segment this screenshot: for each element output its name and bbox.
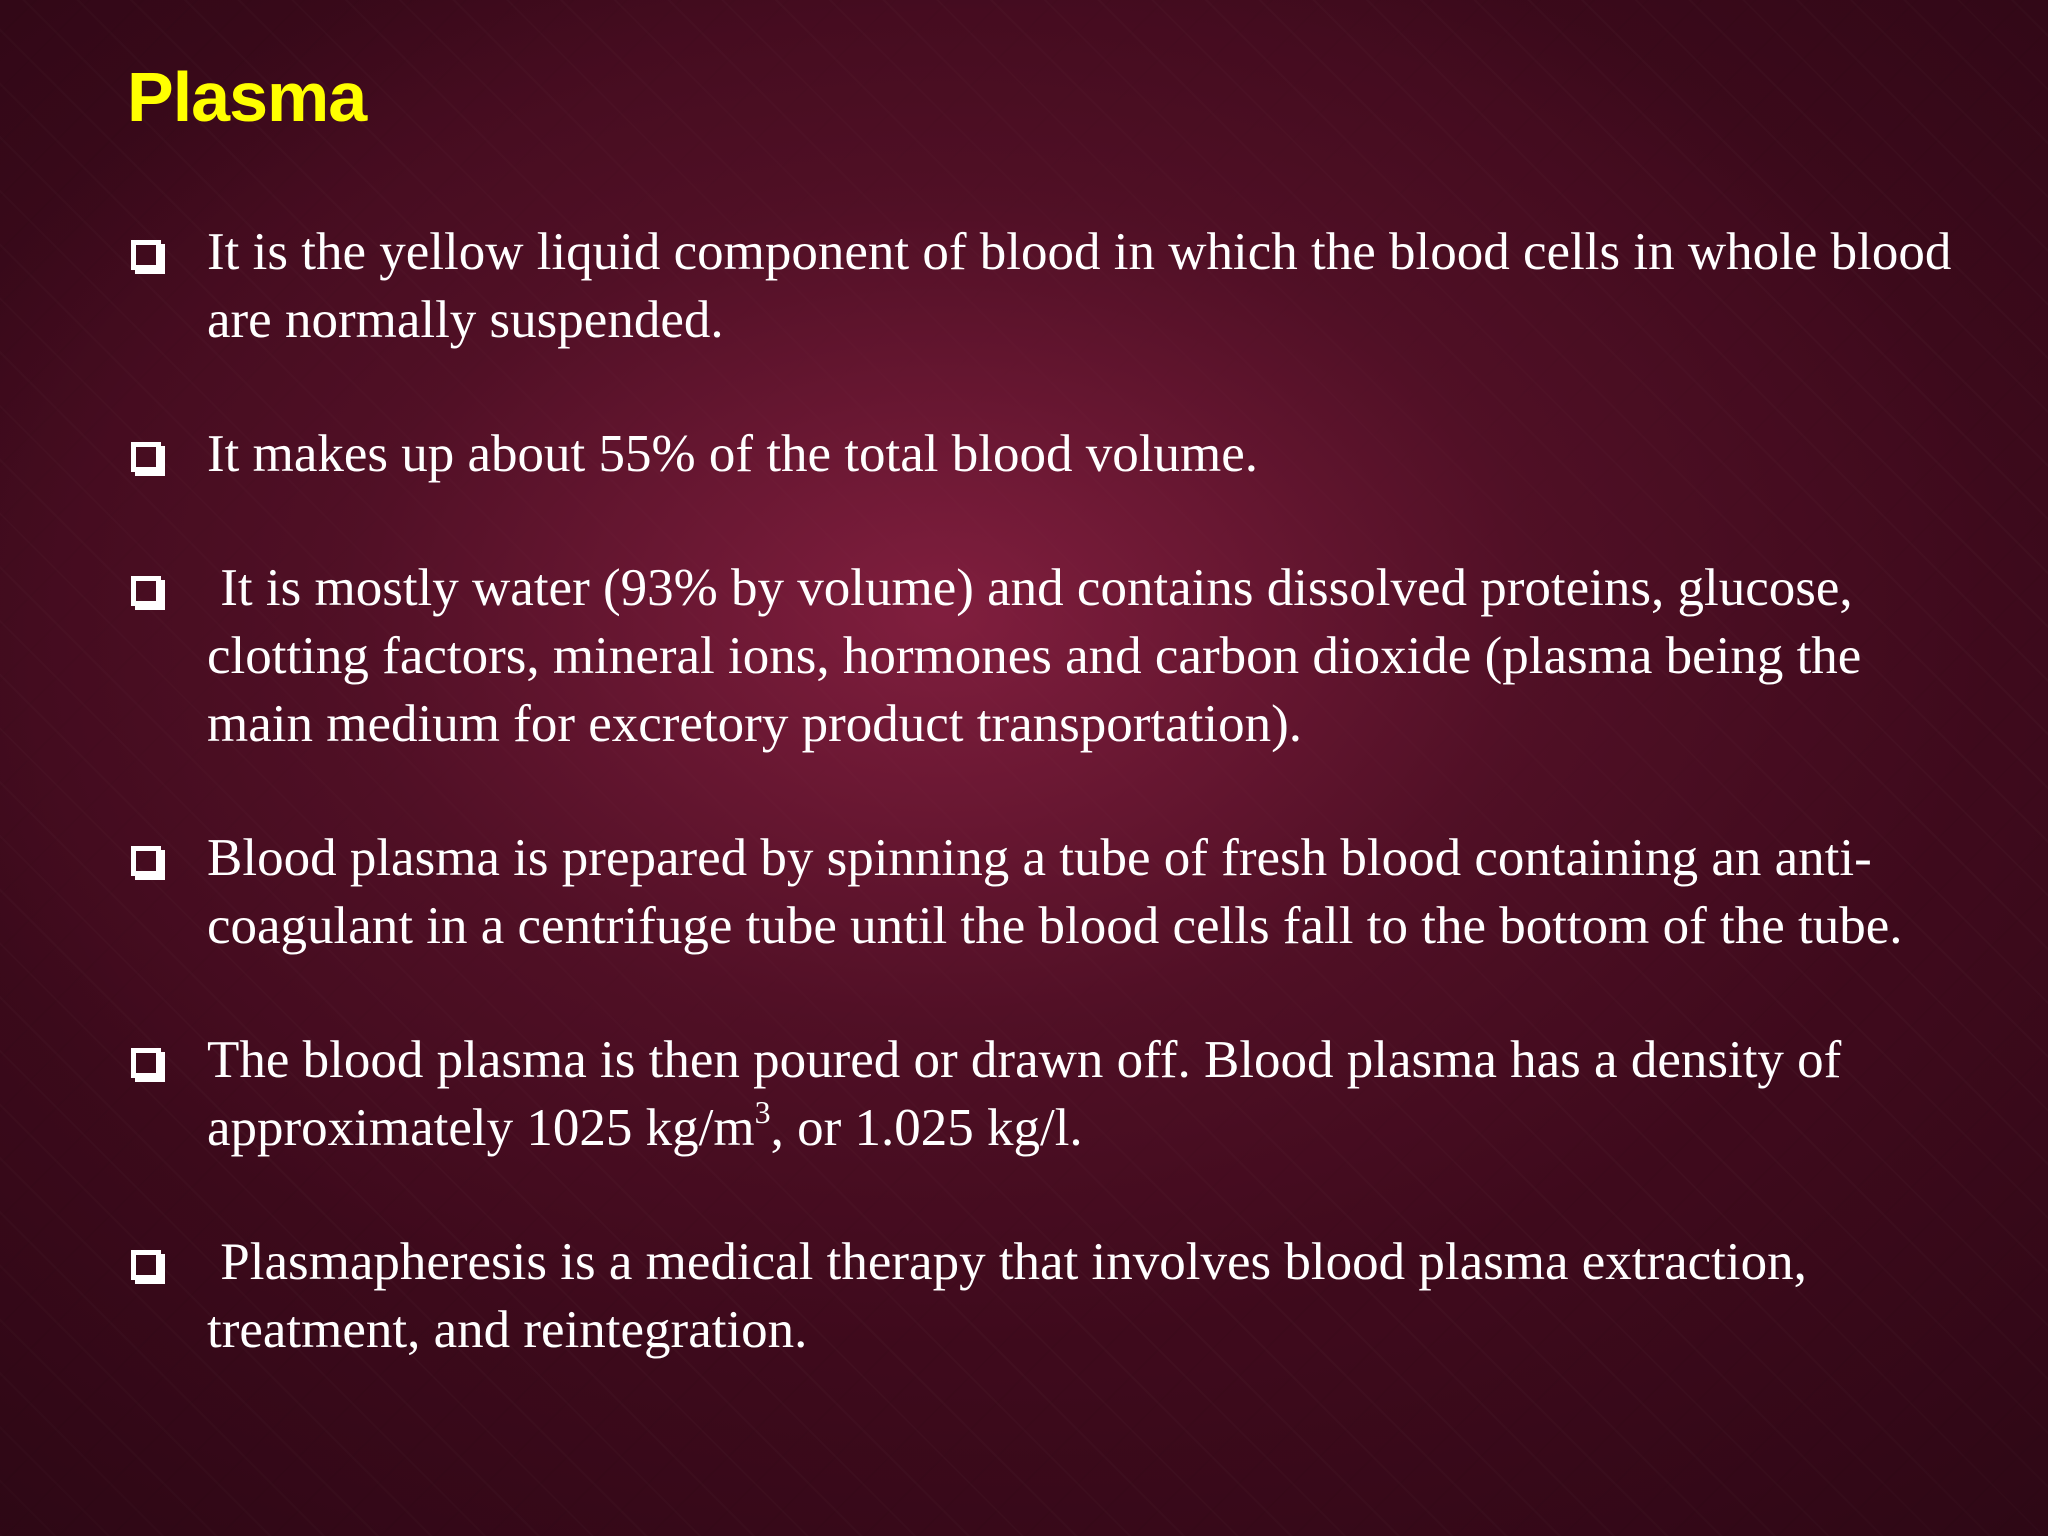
bullet-text: Blood plasma is prepared by spinning a tube of fresh blood containing an anti-coagulant in a centrifuge tube until the blood cells fall to the bottom of the tube.: [207, 829, 1903, 955]
checkbox-icon: [131, 1250, 161, 1280]
bullet-item: [127, 1026, 1977, 1162]
bullet-item: [127, 420, 1977, 488]
superscript: 3: [754, 1094, 771, 1130]
bullet-text: It is the yellow liquid component of blood in which the blood cells in whole blood are normally suspended.: [207, 223, 1952, 349]
checkbox-icon: [131, 1048, 161, 1078]
checkbox-icon: [131, 576, 161, 606]
slide-title: Plasma: [127, 58, 367, 136]
bullet-text: Plasmapheresis is a medical therapy that involves blood plasma extraction, treatment, and reintegration.: [207, 1233, 1821, 1359]
bullet-text: [207, 1031, 1841, 1157]
bullet-item: [127, 218, 1977, 354]
bullet-text-before: The blood plasma is then poured or drawn off. Blood plasma has a density of approximately 1025 kg/m: [207, 1031, 1842, 1157]
bullet-item: [127, 554, 1977, 758]
checkbox-icon: [131, 442, 161, 472]
checkbox-icon: [131, 846, 161, 876]
bullet-item: [127, 1228, 1977, 1364]
bullet-text: It is mostly water (93% by volume) and contains dissolved proteins, glucose, clotting factors, mineral ions, hormones and carbon dioxide (plasma being the main medium for excretory product transportation).: [207, 559, 1875, 753]
bullet-text-after: , or 1.025 kg/l.: [770, 1099, 1083, 1157]
bullet-item: [127, 824, 1977, 960]
bullet-text: It makes up about 55% of the total blood volume.: [207, 425, 1258, 483]
checkbox-icon: [131, 240, 161, 270]
bullet-list: [127, 218, 1977, 1364]
